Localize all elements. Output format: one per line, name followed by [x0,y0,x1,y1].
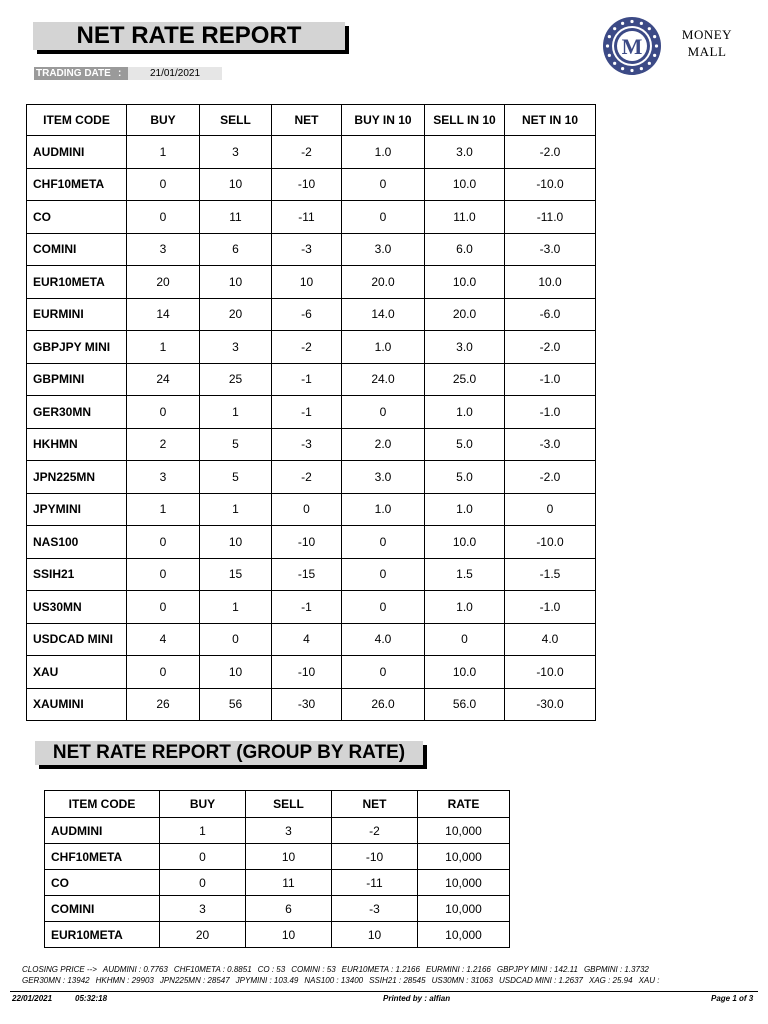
closing-price-item: COMINI : 53 [291,965,336,974]
table-cell: 0 [342,656,425,689]
table-cell: 10.0 [425,526,505,559]
table-row [27,526,596,559]
table-cell: 10 [246,844,332,870]
table-cell: 3 [127,233,200,266]
item-code-cell: EUR10META [45,922,160,948]
closing-price-item: US30MN : 31063 [431,976,493,985]
logo-letter: M [621,34,643,59]
table-cell: 0 [127,558,200,591]
item-code-cell: SSIH21 [27,558,127,591]
table-cell: 10.0 [425,266,505,299]
closing-price-item: EURMINI : 1.2166 [425,965,491,974]
table-row [27,363,596,396]
money-mall-logo-icon [600,16,664,76]
table-cell: 5 [200,461,272,494]
table-cell: 10,000 [418,870,510,896]
logo-star-icon [648,62,651,65]
column-header: BUY [127,105,200,136]
table-cell: -10 [272,656,342,689]
logo-star-icon [640,22,643,25]
table-cell: 26.0 [342,688,425,721]
trading-date-value: 21/01/2021 [128,67,222,80]
closing-price-item: CLOSING PRICE --> [22,965,97,974]
table-cell: 0 [127,526,200,559]
table-cell: 10,000 [418,896,510,922]
closing-price-item: JPN225MN : 28547 [159,976,230,985]
table-cell: 1 [160,818,246,844]
column-header: SELL [200,105,272,136]
table-cell: 5.0 [425,428,505,461]
table-cell: -2 [272,461,342,494]
logo-star-icon [606,44,609,47]
net-rate-table [26,104,596,721]
logo-star-icon [630,20,633,23]
table-cell: 15 [200,558,272,591]
table-row [27,428,596,461]
table-row [27,493,596,526]
table-row [45,922,510,948]
table-row [45,896,510,922]
logo-star-icon [621,67,624,70]
table-cell: 3.0 [425,136,505,169]
item-code-cell: CHF10META [27,168,127,201]
item-code-cell: XAUMINI [27,688,127,721]
table-cell: 4 [127,623,200,656]
table-row [27,656,596,689]
table-cell: 25 [200,363,272,396]
table-cell: -10.0 [505,526,596,559]
item-code-cell: EUR10META [27,266,127,299]
table-row [27,201,596,234]
table-cell: 20 [127,266,200,299]
column-header: RATE [418,791,510,818]
table-cell: -30 [272,688,342,721]
table-cell: -1.0 [505,396,596,429]
column-header: ITEM CODE [45,791,160,818]
table-cell: 1.0 [342,136,425,169]
logo-star-icon [621,22,624,25]
logo-star-icon [613,27,616,30]
logo-star-icon [648,27,651,30]
table-cell: 3 [127,461,200,494]
table-cell: 0 [127,396,200,429]
table-row [27,136,596,169]
logo-star-icon [613,62,616,65]
table-cell: 24 [127,363,200,396]
item-code-cell: JPYMINI [27,493,127,526]
item-code-cell: XAU [27,656,127,689]
item-code-cell: GBPMINI [27,363,127,396]
table-cell: 3 [200,331,272,364]
table-cell: 10 [200,656,272,689]
table-cell: 1 [127,136,200,169]
footer-divider [10,991,758,992]
table-cell: -2.0 [505,461,596,494]
item-code-cell: GBPJPY MINI [27,331,127,364]
closing-price-item: GER30MN : 13942 [22,976,90,985]
item-code-cell: CO [45,870,160,896]
item-code-cell: US30MN [27,591,127,624]
table-cell: 0 [200,623,272,656]
closing-prices-line2 [22,975,762,986]
table-cell: -3 [332,896,418,922]
table-cell: 3 [246,818,332,844]
table-cell: -11 [272,201,342,234]
footer-time: 05:32:18 [75,994,108,1003]
brand-line1: MONEY [681,27,733,42]
closing-price-item: GBPMINI : 1.3732 [583,965,649,974]
table-cell: 0 [505,493,596,526]
table-cell: 2.0 [342,428,425,461]
table-row [27,298,596,331]
table-cell: 10.0 [505,266,596,299]
item-code-cell: COMINI [27,233,127,266]
table-cell: 0 [160,844,246,870]
footer-printed-by: Printed by : alfian [383,994,451,1003]
closing-prices [22,964,762,986]
table-cell: 0 [127,591,200,624]
table-cell: 6 [200,233,272,266]
logo-star-icon [653,54,656,57]
table-cell: 10 [332,922,418,948]
table-cell: 1 [200,591,272,624]
closing-price-item: NAS100 : 13400 [304,976,364,985]
table-cell: 3.0 [425,331,505,364]
item-code-cell: JPN225MN [27,461,127,494]
table-cell: -1.0 [505,591,596,624]
item-code-cell: USDCAD MINI [27,623,127,656]
table-cell: -1 [272,363,342,396]
item-code-cell: GER30MN [27,396,127,429]
table-cell: 5 [200,428,272,461]
table-cell: 5.0 [425,461,505,494]
item-code-cell: AUDMINI [45,818,160,844]
logo-star-icon [608,35,611,38]
column-header: ITEM CODE [27,105,127,136]
table-cell: 10 [272,266,342,299]
closing-price-item: JPYMINI : 103.49 [235,976,299,985]
table-cell: -2.0 [505,331,596,364]
table-cell: 0 [342,558,425,591]
report-title: NET RATE REPORT [76,22,302,49]
table-cell: 3.0 [342,233,425,266]
table-cell: -1 [272,396,342,429]
trading-date-label: TRADING DATE [34,67,130,80]
table-cell: -10 [272,526,342,559]
closing-price-item: HKHMN : 29903 [95,976,154,985]
table-cell: 0 [127,201,200,234]
table-cell: 1.0 [425,493,505,526]
column-header: NET [332,791,418,818]
table-cell: 0 [342,526,425,559]
table-cell: 20.0 [425,298,505,331]
table-cell: 1 [127,331,200,364]
table-row [27,558,596,591]
table-cell: -2 [272,136,342,169]
item-code-cell: CO [27,201,127,234]
footer-page: Page 1 of 3 [711,994,754,1003]
table-cell: 0 [342,591,425,624]
table-cell: -10.0 [505,168,596,201]
column-header: NET IN 10 [505,105,596,136]
table-cell: 10 [200,526,272,559]
footer-date: 22/01/2021 [12,994,53,1003]
table-cell: -3.0 [505,233,596,266]
trading-date-colon: : [118,68,122,79]
table-cell: 20.0 [342,266,425,299]
item-code-cell: NAS100 [27,526,127,559]
table-cell: -2 [332,818,418,844]
table-cell: -2.0 [505,136,596,169]
table-cell: 1 [200,396,272,429]
table-cell: 56 [200,688,272,721]
table-cell: 4.0 [505,623,596,656]
table-cell: -3.0 [505,428,596,461]
table-cell: 10.0 [425,656,505,689]
table-row [27,266,596,299]
item-code-cell: COMINI [45,896,160,922]
column-header: BUY IN 10 [342,105,425,136]
table-row [27,591,596,624]
closing-price-item: CO : 53 [257,965,286,974]
closing-price-item: USDCAD MINI : 1.2637 [498,976,583,985]
table-cell: -1.0 [505,363,596,396]
table-cell: 11.0 [425,201,505,234]
table-cell: -10 [332,844,418,870]
table-cell: -1.5 [505,558,596,591]
table-cell: 3 [160,896,246,922]
table-cell: 0 [272,493,342,526]
table-cell: 4 [272,623,342,656]
table-cell: -6 [272,298,342,331]
table-row [27,688,596,721]
table-cell: 1.0 [425,591,505,624]
logo-star-icon [630,69,633,72]
item-code-cell: HKHMN [27,428,127,461]
table-cell: 14.0 [342,298,425,331]
group-by-rate-table [44,790,510,948]
table-cell: -3 [272,428,342,461]
table-cell: 10,000 [418,844,510,870]
group-by-rate-title-box [35,741,423,765]
table-cell: 10 [246,922,332,948]
report-title-box [33,22,345,50]
logo-star-icon [653,35,656,38]
table-cell: 20 [200,298,272,331]
item-code-cell: AUDMINI [27,136,127,169]
table-cell: 4.0 [342,623,425,656]
table-cell: -11.0 [505,201,596,234]
closing-price-item: SSIH21 : 28545 [369,976,426,985]
table-cell: 56.0 [425,688,505,721]
item-code-cell: EURMINI [27,298,127,331]
closing-price-item: AUDMINI : 0.7763 [102,965,168,974]
closing-price-item: GBPJPY MINI : 142.11 [496,965,578,974]
closing-price-item: XAU : [638,976,660,985]
table-row [27,396,596,429]
table-cell: -1 [272,591,342,624]
closing-price-item: EUR10META : 1.2166 [341,965,420,974]
table-cell: 0 [425,623,505,656]
table-cell: 1.0 [425,396,505,429]
table-cell: 11 [200,201,272,234]
column-header: SELL IN 10 [425,105,505,136]
table-cell: 1 [200,493,272,526]
table-cell: -3 [272,233,342,266]
logo-star-icon [608,54,611,57]
table-cell: 1.0 [342,493,425,526]
table-row [27,461,596,494]
table-cell: 10.0 [425,168,505,201]
table-cell: 10 [200,168,272,201]
table-cell: 0 [342,396,425,429]
table-cell: 0 [342,201,425,234]
item-code-cell: CHF10META [45,844,160,870]
table-cell: -10 [272,168,342,201]
table-cell: 10,000 [418,922,510,948]
table-cell: 6.0 [425,233,505,266]
closing-price-item: XAG : 25.94 [588,976,633,985]
table-row [45,818,510,844]
table-cell: 14 [127,298,200,331]
table-cell: 6 [246,896,332,922]
table-cell: 25.0 [425,363,505,396]
table-cell: 10 [200,266,272,299]
table-row [45,844,510,870]
logo-star-icon [655,44,658,47]
table-row [45,870,510,896]
table-cell: -6.0 [505,298,596,331]
brand-line2: MALL [687,44,727,59]
column-header: BUY [160,791,246,818]
table-cell: 0 [127,656,200,689]
table-cell: -2 [272,331,342,364]
table-cell: -11 [332,870,418,896]
group-by-rate-title: NET RATE REPORT (GROUP BY RATE) [52,742,406,763]
table-cell: 11 [246,870,332,896]
table-cell: 26 [127,688,200,721]
table-row [27,623,596,656]
table-row [27,331,596,364]
brand-name [672,26,742,60]
table-cell: 3 [200,136,272,169]
table-cell: 1.5 [425,558,505,591]
table-cell: 2 [127,428,200,461]
table-cell: 1.0 [342,331,425,364]
table-cell: 0 [127,168,200,201]
table-cell: 0 [342,168,425,201]
logo-star-icon [640,67,643,70]
table-cell: 24.0 [342,363,425,396]
table-row [27,168,596,201]
column-header: SELL [246,791,332,818]
table-cell: 1 [127,493,200,526]
table-cell: -30.0 [505,688,596,721]
column-header: NET [272,105,342,136]
table-cell: -10.0 [505,656,596,689]
table-cell: 3.0 [342,461,425,494]
closing-price-item: CHF10META : 0.8851 [173,965,252,974]
table-cell: -15 [272,558,342,591]
table-cell: 10,000 [418,818,510,844]
table-row [27,233,596,266]
closing-prices-line1 [22,964,762,975]
table-cell: 0 [160,870,246,896]
table-cell: 20 [160,922,246,948]
